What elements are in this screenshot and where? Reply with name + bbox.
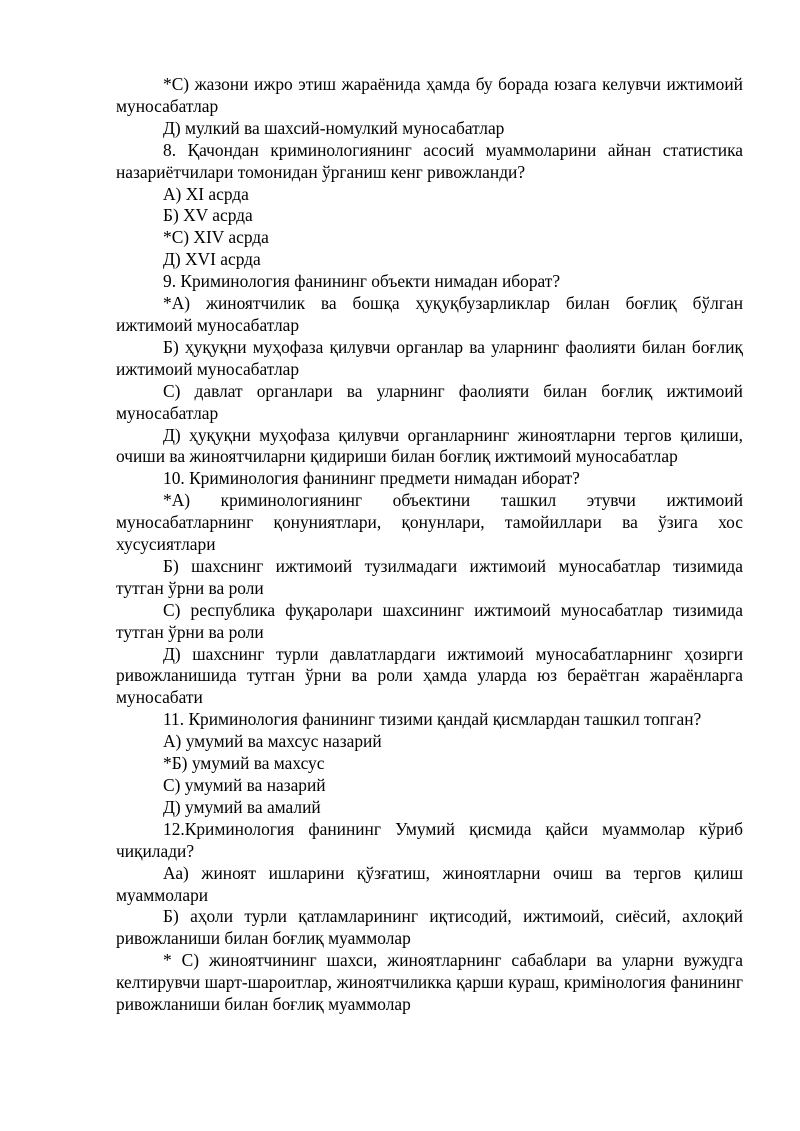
document-page (116, 74, 743, 1016)
answer-option: *А) жиноятчилик ва бошқа ҳуқуқбузарликлар билан боғлиқ бўлган ижтимоий муносабатлар (116, 293, 743, 335)
answer-option: Д) мулкий ва шахсий-номулкий муносабатлар (163, 117, 505, 138)
answer-option: Д) умумий ва амалий (163, 796, 321, 817)
answer-option: * С) жиноятчининг шахси, жиноятларнинг сабаблари ва уларни вужудга келтирувчи шарт-шароитлар, жиноятчиликка қарши кураш, кримінология фанининг ривожланиши билан боғлиқ муаммолар (116, 950, 743, 1015)
answer-option: Б) шахснинг ижтимоий тузилмадаги ижтимоий муносабатлар тизимида тутган ўрни ва роли (116, 555, 743, 598)
answer-option: *А) криминологиянинг объектини ташкил этувчи ижтимоий муносабатларнинг қонуниятлари, қонунлари, тамойиллари ва ўзига хос хусусиятлари (116, 490, 743, 555)
answer-option: С) давлат органлари ва уларнинг фаолияти билан боғлиқ ижтимоий муносабатлар (116, 380, 743, 423)
answer-option: Д) XVI асрда (163, 249, 261, 270)
answer-option: А) умумий ва махсус назарий (163, 731, 382, 752)
answer-option: *Б) умумий ва махсус (163, 753, 325, 774)
answer-option: Аа) жиноят ишларини қўзғатиш, жиноятларни очиш ва тергов қилиш муаммолари (116, 862, 743, 905)
answer-option: Б) аҳоли турли қатламларининг иқтисодий, ижтимоий, сиёсий, ахлоқий ривожланиши билан боғлиқ муаммолар (116, 906, 743, 949)
answer-option: Д) шахснинг турли давлатлардаги ижтимоий муносабатларнинг ҳозирги ривожланишида тутган ўрни ва роли ҳамда уларда юз бераётган жараёнларга муносабати (116, 643, 743, 708)
question-12: 12.Криминология фанининг Умумий қисмида қайси муаммолар кўриб чиқилади? (116, 818, 743, 861)
answer-option: Б) ҳуқуқни муҳофаза қилувчи органлар ва уларнинг фаолияти билан боғлиқ ижтимоий муносабатлар (116, 336, 743, 379)
question-8: 8. Қачондан криминологиянинг асосий муаммоларини айнан статистика назариётчилари томонидан ўрганиш кенг ривожланди? (116, 139, 743, 182)
answer-option: Б) XV асрда (163, 205, 253, 226)
answer-option: *С) жазони ижро этиш жараёнида ҳамда бу борада юзага келувчи ижтимоий муносабатлар (116, 74, 743, 116)
question-9: 9. Криминология фанининг объекти нимадан иборат? (163, 271, 561, 292)
question-11: 11. Криминология фанининг тизими қандай қисмлардан ташкил топган? (163, 709, 702, 730)
answer-option: Д) ҳуқуқни муҳофаза қилувчи органларнинг жиноятларни тергов қилиши, очиши ва жиноятчиларни қидириши билан боғлиқ ижтимоий муносабатлар (116, 424, 743, 467)
question-10: 10. Криминология фанининг предмети нимадан иборат? (163, 468, 580, 489)
answer-option: А) XI асрда (163, 183, 249, 204)
answer-option: С) республика фуқаролари шахсининг ижтимоий муносабатлар тизимида тутган ўрни ва роли (116, 599, 743, 642)
answer-option: *С) XIV асрда (163, 227, 269, 248)
answer-option: С) умумий ва назарий (163, 775, 326, 795)
